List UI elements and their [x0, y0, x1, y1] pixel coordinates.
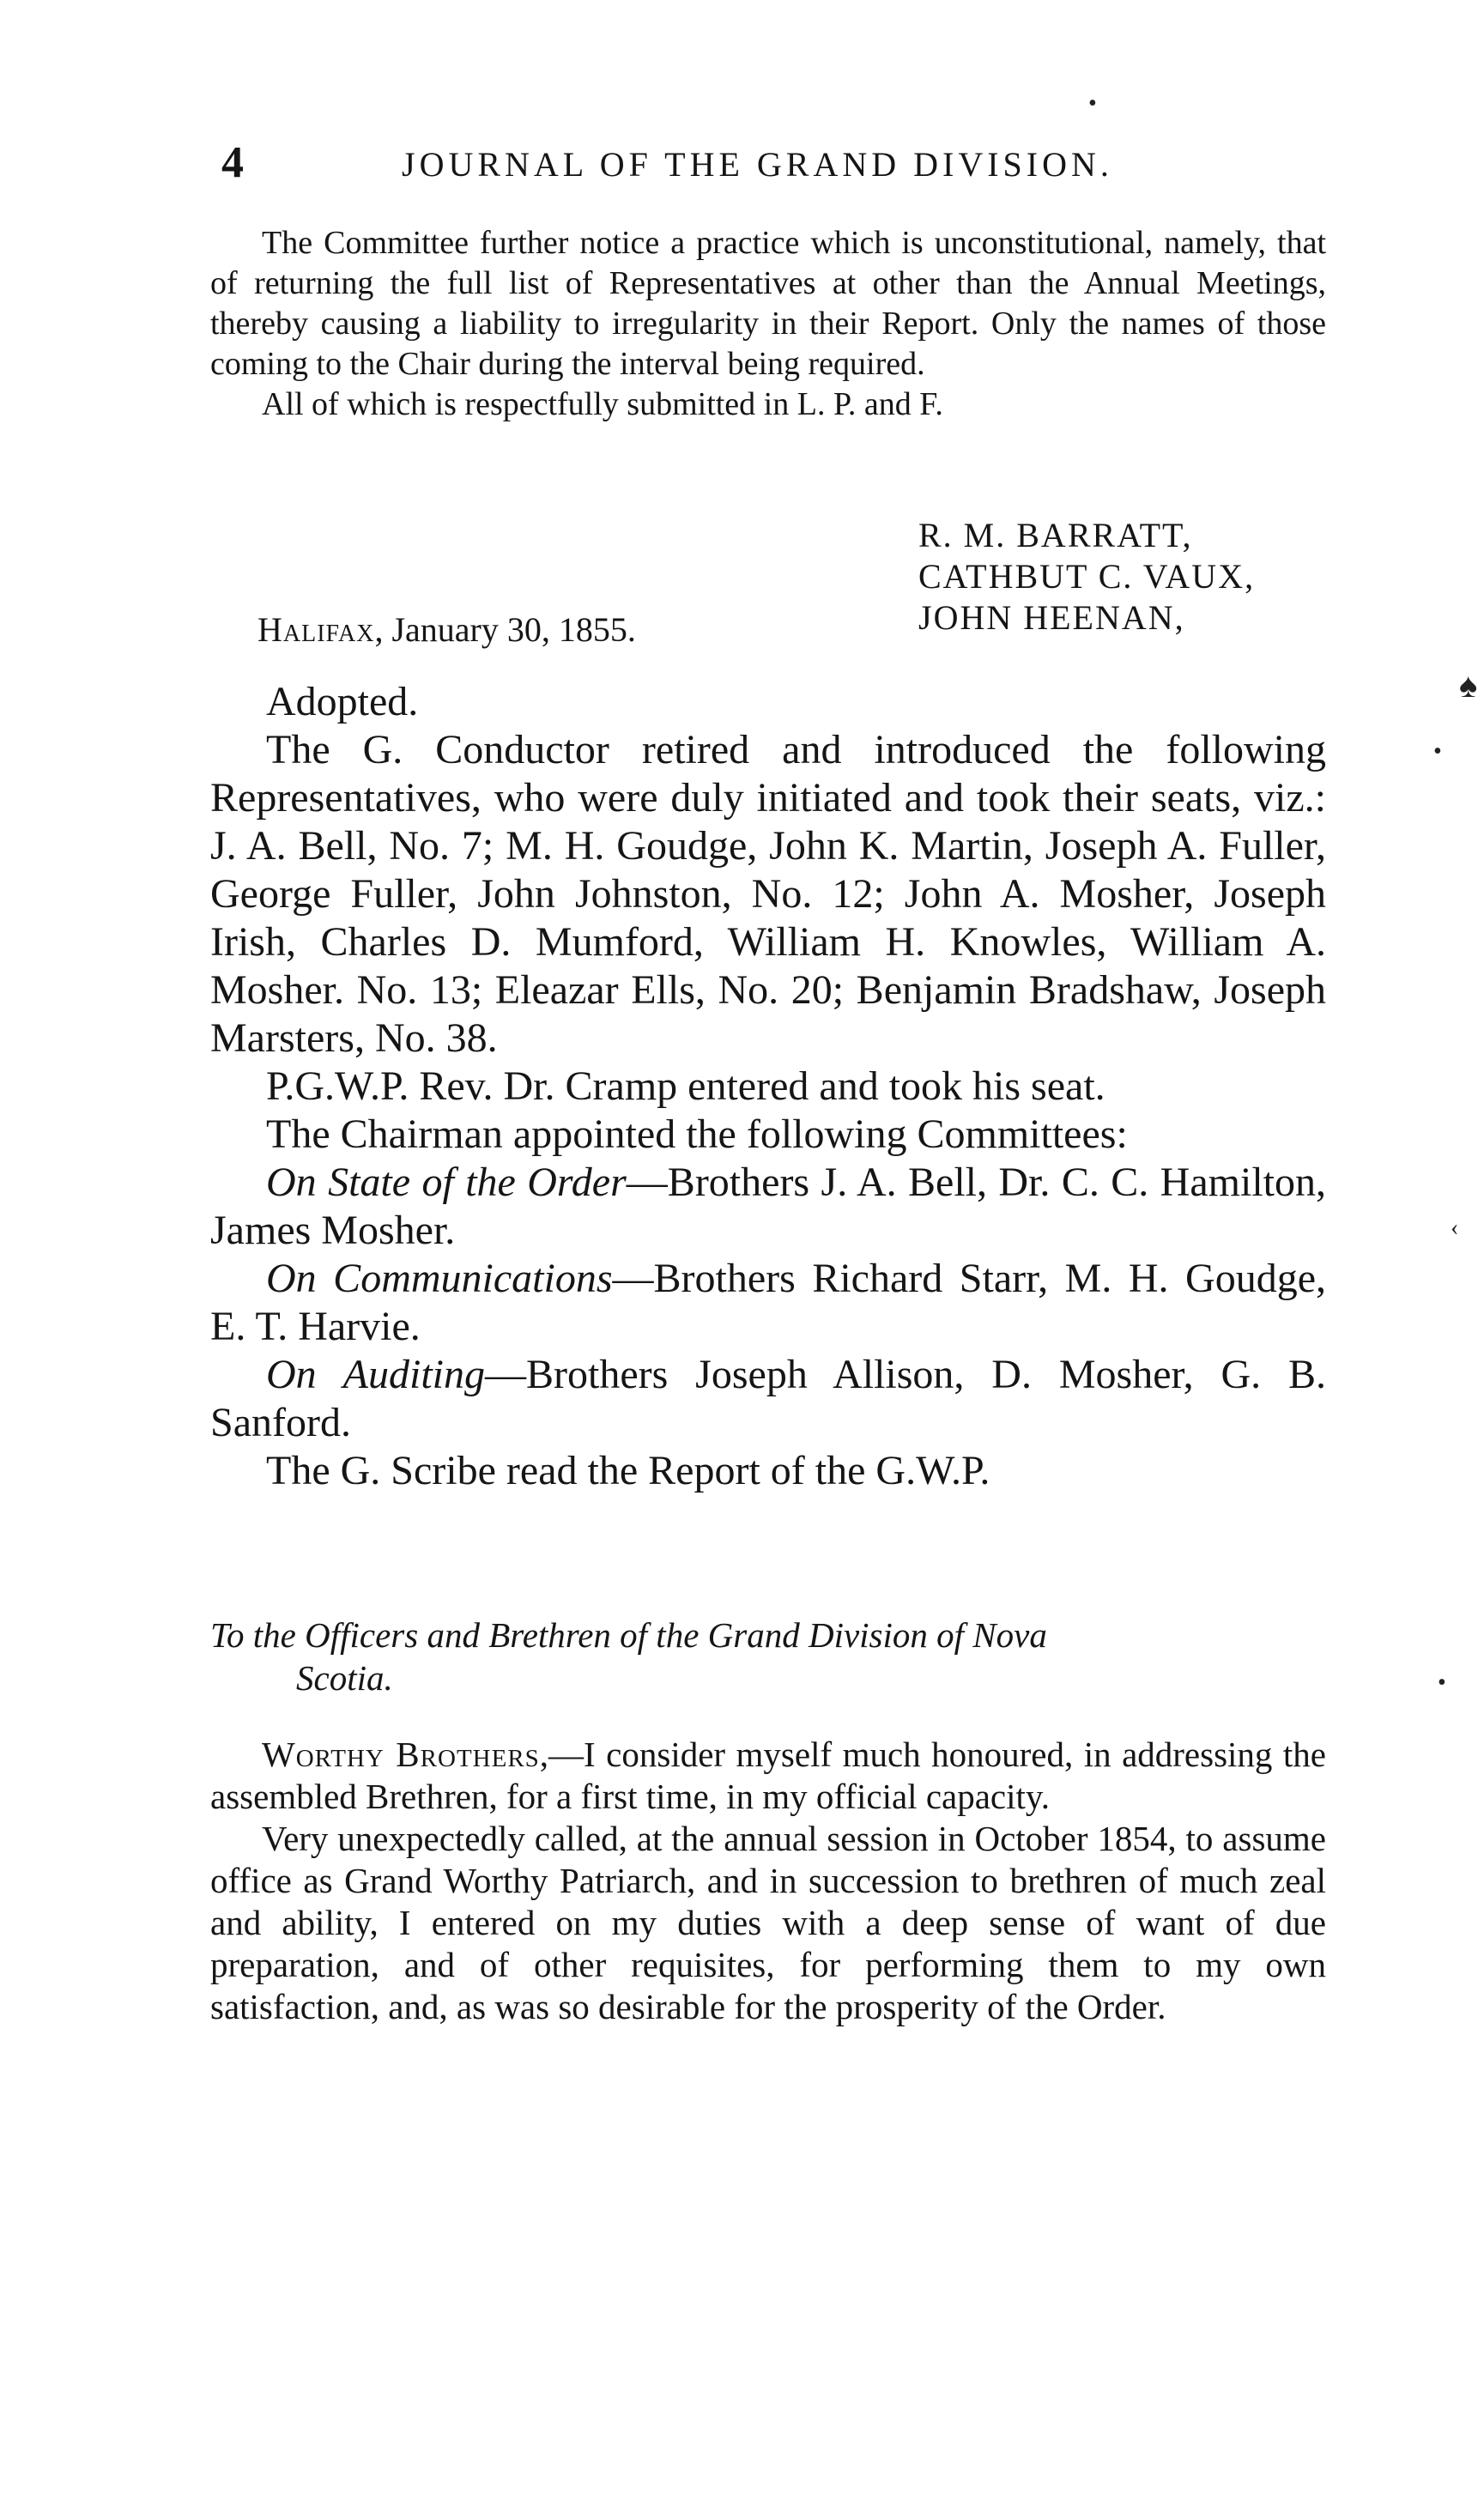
committee-paragraph: The Committee further notice a practice which is unconstitutional, namely, that of returning the full list of Representatives at other than the Annual Meetings, thereby causing a liability to irregularity in their Report. Only the names of those coming to the Chair during the interval being required. [210, 225, 1326, 382]
speck-mark: • [1088, 90, 1097, 117]
committee-paragraph: All of which is respectfully submitted in L. P. and F. [262, 386, 943, 422]
signature-block [918, 515, 1255, 639]
margin-mark: ‹ [1451, 1214, 1459, 1241]
minutes-paragraph: Adopted. [266, 679, 419, 724]
dateline [257, 609, 636, 650]
signature-name: CATHBUT C. VAUX, [918, 557, 1256, 596]
committee-members: —Brothers J. A. Bell, Dr. C. C. Hamilton, James Mosher. [210, 1160, 1326, 1253]
report-paragraph: Very unexpectedly called, at the annual session in October 1854, to assume office as Grand Worthy Patriarch, and in succession to brethren of much zeal and ability, I entered on my duties with a deep sense of want of due preparation, and of other requisites, for performing them to my own satisfaction, and, as was so desirable for the prosperity of the Order. [210, 1819, 1326, 2026]
margin-mark: ♠ [1459, 666, 1478, 705]
signature-name: JOHN HEENAN, [918, 598, 1185, 637]
page-number: 4 [221, 138, 244, 187]
margin-mark: • [1433, 738, 1442, 765]
salutation: Worthy Brothers [262, 1735, 540, 1774]
address-line: To the Officers and Brethren of the Grand Division of Nova [210, 1615, 1047, 1655]
margin-mark: • [1438, 1669, 1446, 1696]
minutes-paragraph: The Chairman appointed the following Committees: [266, 1111, 1128, 1157]
committee-members: —Brothers Joseph Allison, D. Mosher, G. B. Sanford. [210, 1352, 1326, 1445]
gwp-report [210, 1734, 1326, 2028]
committee-entry [210, 1351, 1326, 1447]
committee-members: —Brothers Richard Starr, M. H. Goudge, E. T. Harvie. [210, 1256, 1326, 1349]
minutes-text [210, 678, 1326, 1495]
report-paragraph [210, 1734, 1326, 1818]
address-line: Scotia. [296, 1658, 393, 1698]
committee-entry [210, 1255, 1326, 1351]
committee-report [210, 223, 1326, 425]
minutes-paragraph: The G. Conductor retired and introduced the following Representatives, who were duly initiated and took their seats, viz.: J. A. Bell, No. 7; M. H. Goudge, John K. Martin, Joseph A. Fuller, George Fuller, John Johnston, No. 12; John A. Mosher, Joseph Irish, Charles D. Mumford, William H. Knowles, William A. Mosher. No. 13; Eleazar Ells, No. 20; Benjamin Bradshaw, Joseph Marsters, No. 38. [210, 727, 1326, 1061]
committee-entry [210, 1159, 1326, 1255]
dateline-date: , January 30, 1855. [374, 610, 636, 649]
minutes-paragraph: P.G.W.P. Rev. Dr. Cramp entered and took his seat. [266, 1063, 1105, 1109]
report-text: ,—I consider myself much honoured, in addressing the assembled Brethren, for a first time, in my official capacity. [210, 1735, 1326, 1816]
committee-title: On Communications [266, 1256, 613, 1301]
page-header [221, 137, 1157, 206]
report-address [210, 1614, 1326, 1699]
minutes-paragraph: The G. Scribe read the Report of the G.W.P. [266, 1448, 990, 1493]
committee-title: On Auditing [266, 1352, 485, 1397]
dateline-place: Halifax [257, 610, 375, 649]
committee-title: On State of the Order [266, 1160, 627, 1205]
signature-name: R. M. BARRATT, [918, 516, 1193, 554]
running-head: JOURNAL OF THE GRAND DIVISION. [402, 145, 1113, 184]
